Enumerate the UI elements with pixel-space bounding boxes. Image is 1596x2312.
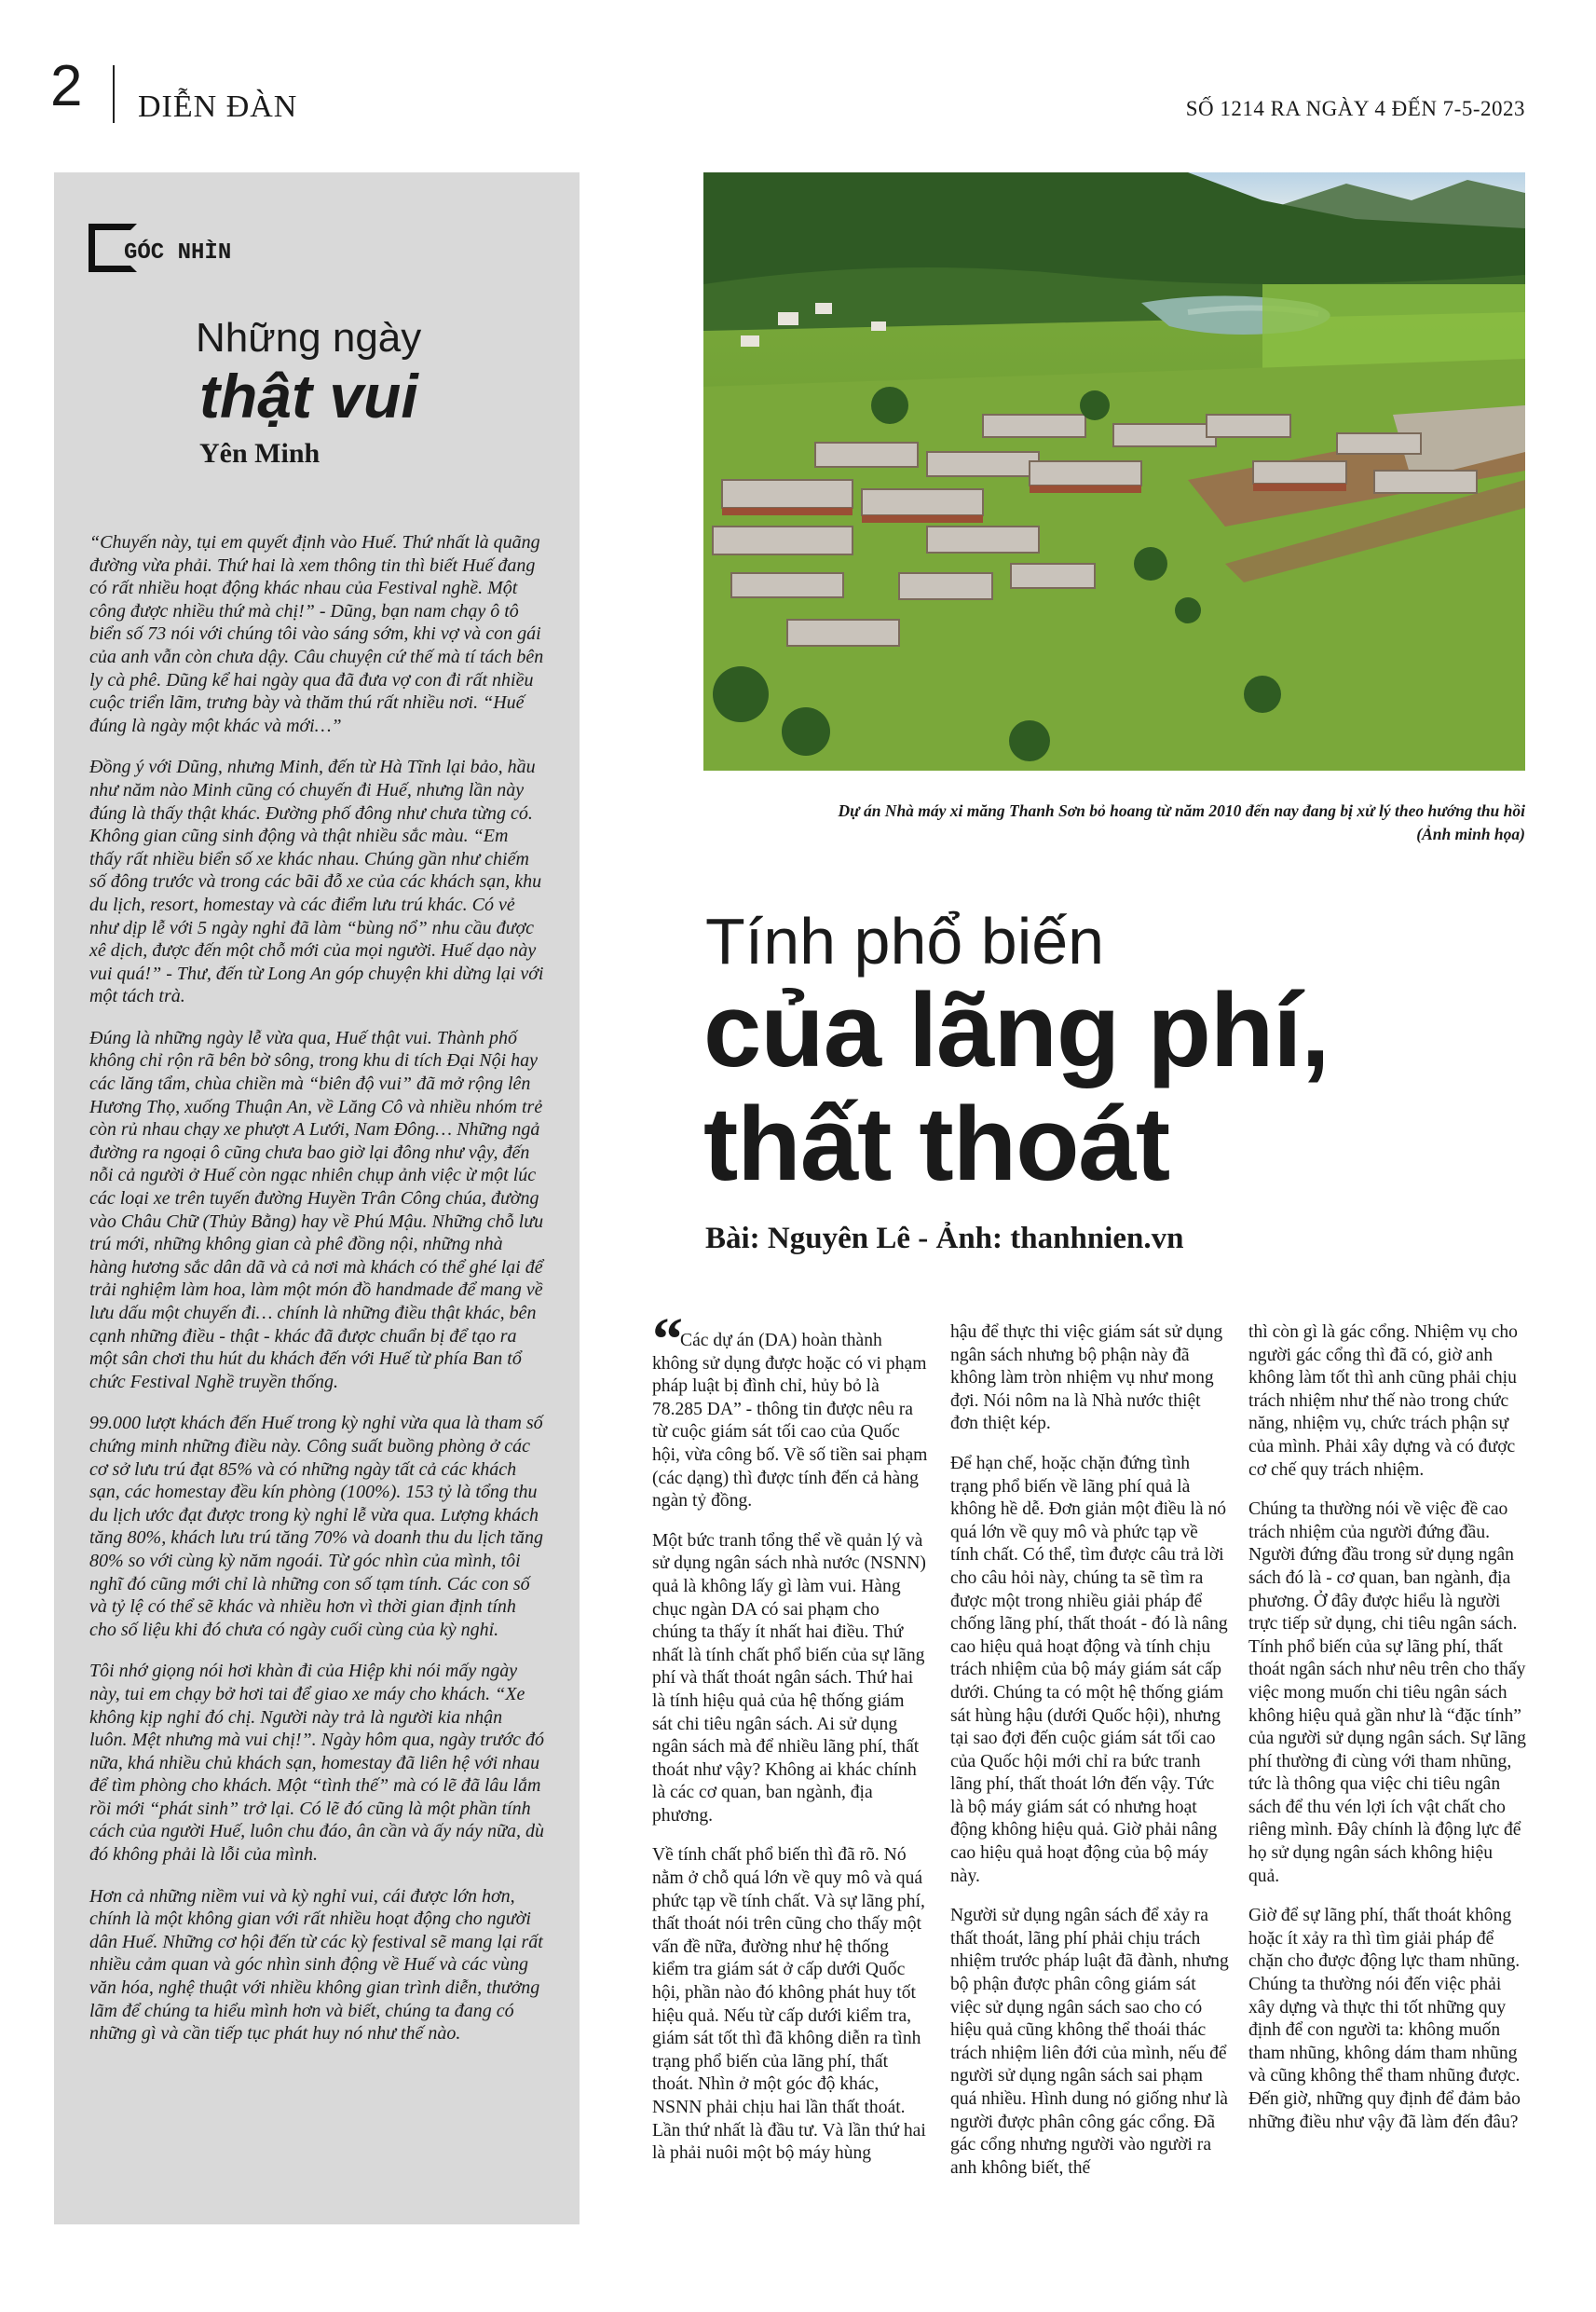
sidebar-paragraph: “Chuyến này, tụi em quyết định vào Huế. Thứ nhất là quãng đường vừa phải. Thứ hai là xem thông tin thì biết Huế đang có rất nhiều hoạt động khác nhau của Festival nghề. Một công được nhiều thứ mà chị!” - Dũng, bạn nam chạy ô tô biển số 73 nói với chúng tôi vào sáng sớm, khi vợ và con gái của anh vẫn còn chưa dậy. Câu chuyện cứ thế mà tí tách bên ly cà phê. Dũng kể hai ngày qua đã đưa vợ con đi rất nhiều cuộc triển lãm, trưng bày và thăm thú rất nhiều nơi. “Huế đúng là ngày một khác và mới…” (89, 532, 544, 736)
article-paragraph: Một bức tranh tổng thể về quản lý và sử dụng ngân sách nhà nước (NSNN) quả là không lấy gì làm vui. Hàng chục ngàn DA có sai phạm cho chúng ta thấy ít nhất hai điều. Thứ nhất là tính chất phổ biến của sự lãng phí và thất thoát ngân sách. Thứ hai là tính hiệu quả của hệ thống giám sát chi tiêu ngân sách. Ai sử dụng ngân sách mà để nhiều lãng phí, thất thoát như vậy? Không ai khác chính là các cơ quan, ban ngành, địa phương. (652, 1530, 926, 1826)
page-number: 2 (50, 54, 83, 118)
sidebar-paragraph: Đồng ý với Dũng, nhưng Minh, đến từ Hà Tĩnh lại bảo, hầu như năm nào Minh cũng có chuyến đi Huế, nhưng lần này đúng là thấy thật khác. Đường phố đông như chưa từng có. Không gian cũng sinh động và thật nhiều sắc màu. “Em thấy rất nhiều biển số xe khác nhau. Chúng gần như chiếm số đông trước và trong các bãi đỗ xe của các khách sạn, khu du lịch, resort, homestay và các điểm lưu trú khác. Có vẻ như dịp lễ với 5 ngày nghỉ đã làm “bùng nổ” nhu cầu được xê dịch, được đến một chỗ mới của mọi người. Huế dạo này vui quá!” - Thư, đến từ Long An góp chuyện khi dừng lại với một tách trà. (89, 757, 544, 1007)
sidebar-author: Yên Minh (199, 438, 321, 469)
caption-credit: (Ảnh minh họa) (1416, 825, 1525, 843)
article-paragraph: Người sử dụng ngân sách để xảy ra thất thoát, lãng phí phải chịu trách nhiệm trước pháp luật đã đành, nhưng bộ phận được phân công giám sát việc sử dụng ngân sách sao cho có hiệu quả cũng không thể thoái thác trách nhiệm liên đới của mình, nếu để người sử dụng ngân sách sai phạm quá nhiều. Hình dung nó giống như là người được phân công gác cổng. Đã gác cổng nhưng người vào người ra anh không biết, thế (950, 1906, 1229, 2178)
sidebar-title-line1: Những ngày (196, 315, 422, 361)
article-paragraph: Các dự án (DA) hoàn thành không sử dụng được hoặc có vi phạm pháp luật bị đình chỉ, hủy bỏ là 78.285 DA” - thông tin được nêu ra từ cuộc giám sát tối cao của Quốc hội, vừa công bố. Về số tiền sai phạm (các dạng) thì được tính đến cả hàng ngàn tỷ đồng. (652, 1331, 928, 1512)
sidebar-paragraph: 99.000 lượt khách đến Huế trong kỳ nghỉ vừa qua là tham số chứng minh những điều này. Công suất buồng phòng ở các cơ sở lưu trú đạt 85% và có những ngày tất cả các khách sạn, các homestay đều kín phòng (100%). 153 tỷ là tổng thu du lịch ước đạt được trong kỳ nghỉ lễ vừa qua. Lượng khách tăng 80%, khách lưu trú tăng 70% và doanh thu du lịch tăng 80% so với cùng kỳ năm ngoái. Từ góc nhìn của mình, tôi nghĩ đó cũng mới chỉ là những con số tạm tính. Các con số và tỷ lệ có thể sẽ khác và nhiều hơn vì thời gian định tính cho số liệu khi đó chưa có ngày cuối cùng của kỳ nghỉ. (89, 1413, 543, 1640)
article-paragraph: Về tính chất phổ biến thì đã rõ. Nó nằm ở chỗ quá lớn về quy mô và quá phức tạp về tính chất. Và sự lãng phí, thất thoát nói trên cũng cho thấy một vấn đề nữa, đường như hệ thống kiểm tra giám sát ở cấp dưới Quốc hội, phần nào đó không phát huy tốt hiệu quả. Nếu từ cấp dưới kiểm tra, giám sát tốt thì đã không diễn ra tình trạng phổ biến của lãng phí, thất thoát. Nhìn ở một góc độ khác, NSNN phải chịu hai lần thất thoát. Lần thứ nhất là đầu tư. Và lần thứ hai là phải nuôi một bộ máy hùng (652, 1845, 926, 2164)
photo-caption (703, 800, 1525, 846)
byline: Bài: Nguyên Lê - Ảnh: thanhnien.vn (705, 1222, 1184, 1255)
article-paragraph: hậu để thực thi việc giám sát sử dụng ngân sách nhưng bộ phận này đã không làm tròn nhiệm vụ như mong đợi. Nói nôm na là Nhà nước thiệt đơn thiệt kép. (950, 1322, 1223, 1434)
headline-kicker: Tính phổ biến (705, 905, 1105, 978)
headline (703, 974, 1542, 1201)
article-paragraph: Chúng ta thường nói về việc đề cao trách nhiệm của người đứng đầu. Người đứng đầu trong sử dụng ngân sách đó là - cơ quan, ban ngành, địa phương. Ở đây được hiểu là người trực tiếp sử dụng, chi tiêu ngân sách. Tính phổ biến của sự lãng phí, thất thoát ngân sách như nêu trên cho thấy việc mong muốn chi tiêu ngân sách không hiệu quả gần như là “đặc tính” của người sử dụng ngân sách. Sự lãng phí thường đi cùng với tham nhũng, tức là thông qua việc chi tiêu ngân sách để thu vén lợi ích vật chất cho riêng mình. Đây chính là động lực để họ sử dụng ngân sách không hiệu quả. (1248, 1499, 1526, 1886)
article-column-3 (1248, 1321, 1528, 2151)
column-kicker: GÓC NHÌN (120, 240, 231, 266)
article-paragraph: Để hạn chế, hoặc chặn đứng tình trạng phổ biến về lãng phí quả là không hề dễ. Đơn giản một điều là nó quá lớn về quy mô và phức tạp về tính chất. Có thể, tìm được câu trả lời cho câu hỏi này, chúng ta sẽ tìm ra được một trong nhiều giải pháp để chống lãng phí, thất thoát - đó là nâng cao hiệu quả hoạt động và tính chịu trách nhiệm của bộ máy giám sát cấp dưới. Chúng ta có một hệ thống giám sát hùng hậu (dưới Quốc hội), nhưng tại sao đợi đến cuộc giám sát tối cao của Quốc hội mới chỉ ra bức tranh lãng phí, thất thoát lớn đến vậy. Tức là bộ máy giám sát có nhưng hoạt động không hiệu quả. Giờ phải nâng cao hiệu quả hoạt động của bộ máy này. (950, 1453, 1228, 1886)
quote-mark-icon: “ (652, 1306, 683, 1374)
article-paragraph: thì còn gì là gác cổng. Nhiệm vụ cho người gác cổng thì đã có, giờ anh không làm tốt thì anh cũng phải chịu trách nhiệm như thế nào trong chức năng, nhiệm vụ, chức trách phận sự của mình. Phải xây dựng và có được cơ chế quy trách nhiệm. (1248, 1322, 1518, 1480)
issue-info: SỐ 1214 RA NGÀY 4 ĐẾN 7-5-2023 (1185, 97, 1525, 120)
sidebar-paragraph: Tôi nhớ giọng nói hơi khàn đi của Hiệp khi nói mấy ngày này, tui em chạy bở hơi tai để giao xe máy cho khách. “Xe không kịp nghỉ đó chị. Người này trả là người kia nhận luôn. Mệt nhưng mà vui chị!”. Ngày hôm qua, ngày trước đó nữa, khá nhiều chủ khách sạn, homestay đã liên hệ với nhau để tìm phòng cho khách. Một “tình thế” mà có lẽ đã lâu lắm rồi mới “phát sinh” trở lại. Có lẽ đó cũng là một phần tính cách của người Huế, luôn chu đáo, ân cần và ấy náy nữa, dù đó không phải là lỗi của mình. (89, 1661, 544, 1866)
article-paragraph: Giờ để sự lãng phí, thất thoát không hoặc ít xảy ra thì tìm giải pháp để chặn cho được động lực tham nhũng. Chúng ta thường nói đến việc phải xây dựng và thực thi tốt những quy định để con người ta: không muốn tham nhũng, không dám tham nhũng và cũng không thể tham nhũng được. Đến giờ, những quy định để đảm bảo những điều như vậy đã làm đến đâu? (1248, 1906, 1521, 2132)
headline-line2: thất thoát (703, 1086, 1170, 1202)
article-photo (703, 172, 1525, 771)
aerial-landscape-image (703, 172, 1525, 771)
sidebar-title-line2: thật vui (199, 362, 418, 431)
sidebar-body (89, 531, 544, 2064)
article-column-2 (950, 1321, 1230, 2196)
headline-line1: của lãng phí, (703, 972, 1330, 1088)
section-name: DIỄN ĐÀN (138, 89, 298, 124)
caption-line: Dự án Nhà máy xi măng Thanh Sơn bỏ hoang từ năm 2010 đến nay đang bị xử lý theo hướng thu hồi (838, 801, 1525, 820)
header-divider (113, 65, 115, 123)
article-column-1 (652, 1330, 928, 2182)
sidebar-paragraph: Hơn cả những niềm vui và kỳ nghỉ vui, cái được lớn hơn, chính là một không gian với rất nhiều hoạt động cho người dân Huế. Những cơ hội đến từ các kỳ festival sẽ mang lại rất nhiều cảm quan và góc nhìn sinh động về Huế và các vùng văn hóa, nghệ thuật với nhiều không gian trình diễn, thưởng lãm để chúng ta hiểu mình hơn và biết, chúng ta đang có những gì và cần tiếp tục phát huy nó như thế nào. (89, 1885, 543, 2045)
sidebar-paragraph: Đúng là những ngày lễ vừa qua, Huế thật vui. Thành phố không chỉ rộn rã bên bờ sông, trong khu di tích Đại Nội hay các lăng tẩm, chùa chiền mà “biên độ vui” đã mở rộng lên Hương Thọ, xuống Thuận An, về Lăng Cô và nhiều nhóm trẻ còn rủ nhau chạy xe phượt A Lưới, Nam Đông… Những ngả đường ra ngoại ô cũng chưa bao giờ lại đông như vậy, đến nỗi cả người ở Huế còn ngạc nhiên chụp ảnh việc ừ một lúc các loại xe trên tuyến đường Huyền Trân Công chúa, đường vào Châu Chữ (Thủy Bằng) hay về Phú Mậu. Những chỗ lưu trú mới, những không gian cà phê đồng nội, những nhà hàng hương sắc dân dã và cả nơi mà khách có thể ghé lại để trải nghiệm làm hoa, làm một món đồ handmade để mang về lưu dấu một chuyến đi… chính là những điều thật khác, bên cạnh những điều - thật - khác đã được chuẩn bị để tạo ra một sân chơi thu hút du khách đến với Huế từ phía Ban tổ chức Festival Nghề truyền thống. (89, 1027, 544, 1392)
